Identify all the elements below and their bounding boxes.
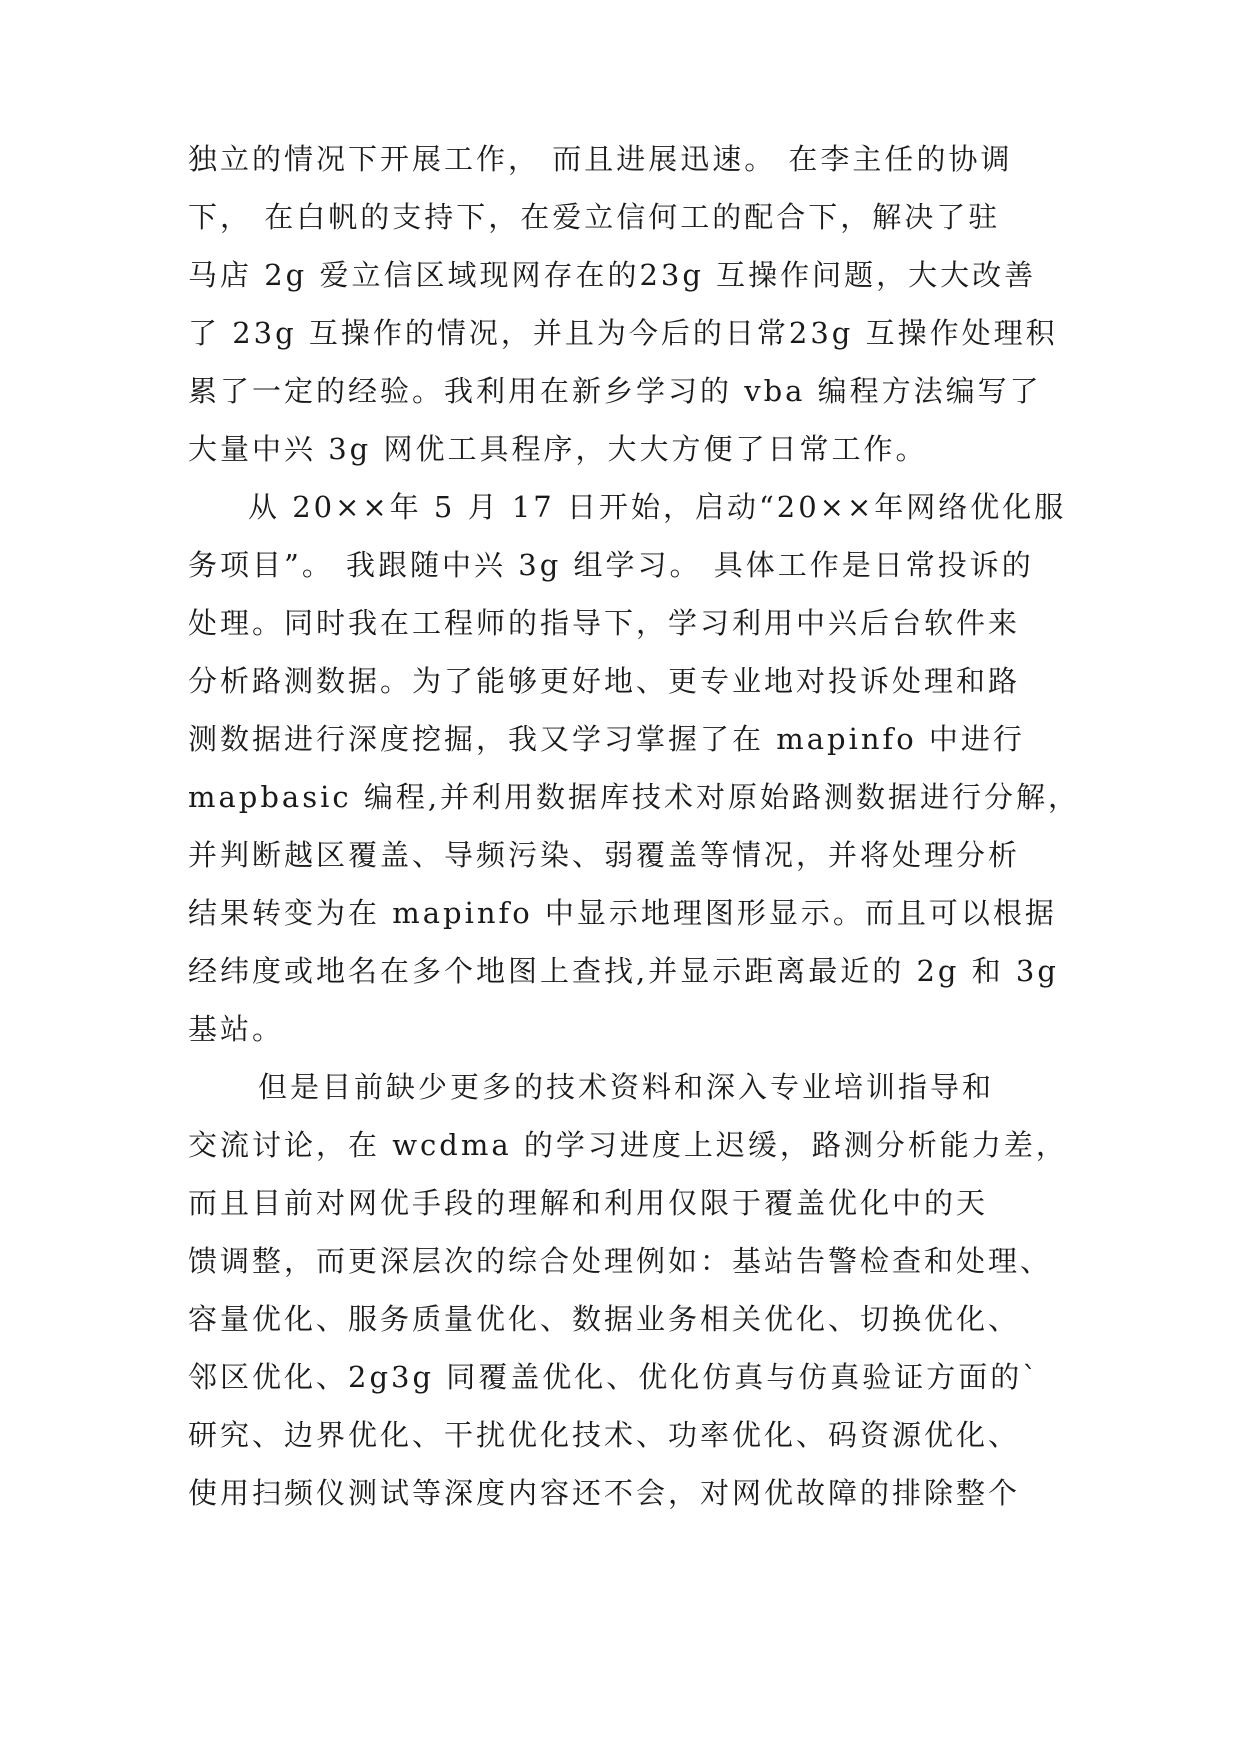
- text-line: 邻区优化、2g3g 同覆盖优化、优化仿真与仿真验证方面的`: [188, 1360, 1040, 1394]
- text-line: 基站。: [188, 1012, 285, 1046]
- text-line: 使用扫频仪测试等深度内容还不会，对网优故障的排除整个: [188, 1476, 1021, 1510]
- text-line: mapbasic 编程,并利用数据库技术对原始路测数据进行分解，: [188, 780, 1081, 814]
- text-line: 并判断越区覆盖、导频污染、弱覆盖等情况，并将处理分析: [188, 838, 1021, 872]
- text-line: 而且目前对网优手段的理解和利用仅限于覆盖优化中的天: [188, 1186, 989, 1220]
- text-line: 分析路测数据。为了能够更好地、更专业地对投诉处理和路: [188, 664, 1021, 698]
- text-line: 独立的情况下开展工作， 而且进展迅速。 在李主任的协调: [188, 142, 1013, 176]
- text-line: 处理。同时我在工程师的指导下，学习利用中兴后台软件来: [188, 606, 1021, 640]
- text-line: 馈调整，而更深层次的综合处理例如：基站告警检查和处理、: [188, 1244, 1053, 1278]
- text-line: 马店 2g 爱立信区域现网存在的23g 互操作问题，大大改善: [188, 258, 1037, 292]
- text-line: 测数据进行深度挖掘，我又学习掌握了在 mapinfo 中进行: [188, 722, 1025, 756]
- paragraph-first-line: 从 20××年 5 月 17 日开始，启动“20××年网络优化服: [248, 490, 1067, 524]
- text-line: 结果转变为在 mapinfo 中显示地理图形显示。而且可以根据: [188, 896, 1057, 930]
- text-line: 下， 在白帆的支持下，在爱立信何工的配合下，解决了驻: [188, 200, 1001, 234]
- text-line: 容量优化、服务质量优化、数据业务相关优化、切换优化、: [188, 1302, 1021, 1336]
- text-line: 大量中兴 3g 网优工具程序，大大方便了日常工作。: [188, 432, 928, 466]
- text-line: 累了一定的经验。我利用在新乡学习的 vba 编程方法编写了: [188, 374, 1042, 408]
- paragraph-first-line: 但是目前缺少更多的技术资料和深入专业培训指导和: [258, 1070, 995, 1104]
- text-line: 务项目”。 我跟随中兴 3g 组学习。 具体工作是日常投诉的: [188, 548, 1034, 582]
- text-line: 经纬度或地名在多个地图上查找,并显示距离最近的 2g 和 3g: [188, 954, 1059, 988]
- text-line: 交流讨论，在 wcdma 的学习进度上迟缓，路测分析能力差，: [188, 1128, 1068, 1162]
- text-line: 研究、边界优化、干扰优化技术、功率优化、码资源优化、: [188, 1418, 1021, 1452]
- text-line: 了 23g 互操作的情况，并且为今后的日常23g 互操作处理积: [188, 316, 1058, 350]
